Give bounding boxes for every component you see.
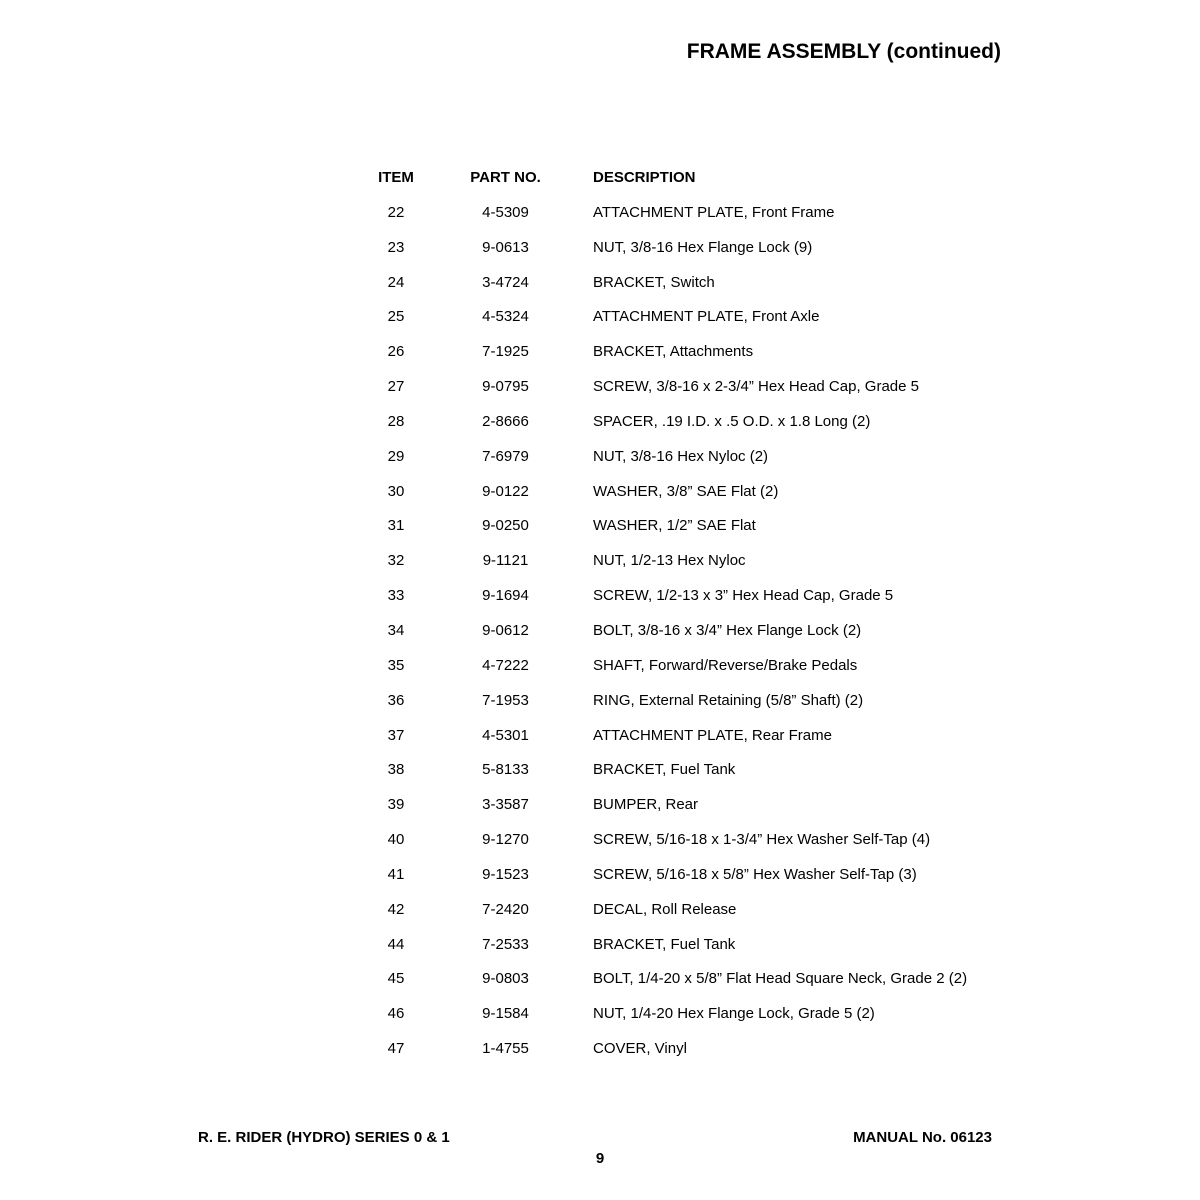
- part-number-cell: 9-1694: [482, 587, 529, 605]
- part-number-cell: 3-4724: [482, 273, 529, 291]
- description-cell: NUT, 1/4-20 Hex Flange Lock, Grade 5 (2): [593, 1005, 875, 1023]
- item-cell: 46: [387, 1005, 405, 1023]
- item-cell: 38: [387, 761, 405, 779]
- item-cell: 40: [387, 831, 405, 849]
- table-row: [360, 862, 1020, 897]
- description-cell: BOLT, 1/4-20 x 5/8” Flat Head Square Neck, Grade 2 (2): [593, 970, 968, 988]
- part-number-cell: 9-0612: [482, 621, 529, 639]
- item-cell: 26: [387, 343, 405, 361]
- table-header-row: [360, 165, 1020, 200]
- item-cell: 31: [387, 517, 405, 535]
- item-cell: 24: [387, 273, 405, 291]
- table-body: [360, 200, 1020, 1071]
- item-cell: 36: [387, 691, 405, 709]
- description-cell: WASHER, 3/8” SAE Flat (2): [593, 482, 779, 500]
- table-row: [360, 1001, 1020, 1036]
- table-row: [360, 513, 1020, 548]
- description-cell: COVER, Vinyl: [593, 1040, 687, 1058]
- part-number-cell: 7-6979: [482, 447, 529, 465]
- table-row: [360, 444, 1020, 479]
- table-row: [360, 339, 1020, 374]
- description-cell: SCREW, 5/16-18 x 5/8” Hex Washer Self-Tap (3): [593, 865, 917, 883]
- table-row: [360, 653, 1020, 688]
- part-number-cell: 4-5324: [482, 308, 529, 326]
- part-number-cell: 9-1584: [482, 1005, 529, 1023]
- item-cell: 37: [387, 726, 405, 744]
- description-cell: ATTACHMENT PLATE, Front Frame: [593, 203, 835, 221]
- footer-manual-number: MANUAL No. 06123: [853, 1129, 992, 1146]
- description-cell: DECAL, Roll Release: [593, 900, 737, 918]
- table-row: [360, 409, 1020, 444]
- description-cell: SCREW, 3/8-16 x 2-3/4” Hex Head Cap, Grade 5: [593, 378, 919, 396]
- item-cell: 33: [387, 587, 405, 605]
- part-number-cell: 9-1270: [482, 831, 529, 849]
- part-number-cell: 3-3587: [482, 796, 529, 814]
- description-cell: SHAFT, Forward/Reverse/Brake Pedals: [593, 656, 858, 674]
- description-cell: BRACKET, Switch: [593, 273, 715, 291]
- part-number-cell: 9-0250: [482, 517, 529, 535]
- item-cell: 34: [387, 621, 405, 639]
- table-row: [360, 374, 1020, 409]
- part-number-cell: 7-1925: [482, 343, 529, 361]
- table-row: [360, 200, 1020, 235]
- table-row: [360, 618, 1020, 653]
- part-number-cell: 9-0613: [482, 238, 529, 256]
- table-row: [360, 827, 1020, 862]
- description-cell: SPACER, .19 I.D. x .5 O.D. x 1.8 Long (2): [593, 412, 871, 430]
- part-number-cell: 9-1121: [482, 552, 529, 570]
- item-cell: 45: [387, 970, 405, 988]
- table-row: [360, 583, 1020, 618]
- table-row: [360, 304, 1020, 339]
- description-cell: NUT, 3/8-16 Hex Nyloc (2): [593, 447, 769, 465]
- part-number-cell: 4-7222: [482, 656, 529, 674]
- header-part-no: PART NO.: [470, 169, 541, 186]
- table-row: [360, 270, 1020, 305]
- description-cell: SCREW, 5/16-18 x 1-3/4” Hex Washer Self-Tap (4): [593, 831, 931, 849]
- description-cell: BRACKET, Fuel Tank: [593, 935, 736, 953]
- item-cell: 41: [387, 865, 405, 883]
- part-number-cell: 2-8666: [482, 412, 529, 430]
- description-cell: NUT, 3/8-16 Hex Flange Lock (9): [593, 238, 813, 256]
- item-cell: 32: [387, 552, 405, 570]
- item-cell: 28: [387, 412, 405, 430]
- table-row: [360, 792, 1020, 827]
- item-cell: 47: [387, 1040, 405, 1058]
- description-cell: BUMPER, Rear: [593, 796, 699, 814]
- description-cell: BOLT, 3/8-16 x 3/4” Hex Flange Lock (2): [593, 621, 862, 639]
- item-cell: 30: [387, 482, 405, 500]
- description-cell: RING, External Retaining (5/8” Shaft) (2): [593, 691, 864, 709]
- footer-series: R. E. RIDER (HYDRO) SERIES 0 & 1: [198, 1129, 450, 1146]
- description-cell: BRACKET, Attachments: [593, 343, 754, 361]
- item-cell: 22: [387, 203, 405, 221]
- item-cell: 44: [387, 935, 405, 953]
- header-description: DESCRIPTION: [593, 169, 696, 186]
- item-cell: 27: [387, 378, 405, 396]
- table-row: [360, 757, 1020, 792]
- table-row: [360, 548, 1020, 583]
- part-number-cell: 4-5309: [482, 203, 529, 221]
- part-number-cell: 1-4755: [482, 1040, 529, 1058]
- item-cell: 25: [387, 308, 405, 326]
- table-row: [360, 1036, 1020, 1071]
- part-number-cell: 7-1953: [482, 691, 529, 709]
- part-number-cell: 4-5301: [482, 726, 529, 744]
- header-item: ITEM: [378, 169, 414, 186]
- description-cell: NUT, 1/2-13 Hex Nyloc: [593, 552, 746, 570]
- item-cell: 42: [387, 900, 405, 918]
- table-row: [360, 932, 1020, 967]
- part-number-cell: 7-2533: [482, 935, 529, 953]
- page-number: 9: [595, 1150, 605, 1167]
- part-number-cell: 9-0122: [482, 482, 529, 500]
- item-cell: 29: [387, 447, 405, 465]
- description-cell: SCREW, 1/2-13 x 3” Hex Head Cap, Grade 5: [593, 587, 894, 605]
- item-cell: 35: [387, 656, 405, 674]
- table-row: [360, 897, 1020, 932]
- table-row: [360, 235, 1020, 270]
- part-number-cell: 9-0803: [482, 970, 529, 988]
- table-row: [360, 688, 1020, 723]
- description-cell: WASHER, 1/2” SAE Flat: [593, 517, 756, 535]
- table-row: [360, 479, 1020, 514]
- item-cell: 39: [387, 796, 405, 814]
- description-cell: ATTACHMENT PLATE, Rear Frame: [593, 726, 832, 744]
- description-cell: ATTACHMENT PLATE, Front Axle: [593, 308, 820, 326]
- part-number-cell: 9-0795: [482, 378, 529, 396]
- parts-table: [360, 165, 1020, 1071]
- part-number-cell: 5-8133: [482, 761, 529, 779]
- part-number-cell: 9-1523: [482, 865, 529, 883]
- table-row: [360, 723, 1020, 758]
- page-title: FRAME ASSEMBLY (continued): [686, 40, 1001, 63]
- description-cell: BRACKET, Fuel Tank: [593, 761, 736, 779]
- item-cell: 23: [387, 238, 405, 256]
- part-number-cell: 7-2420: [482, 900, 529, 918]
- table-row: [360, 966, 1020, 1001]
